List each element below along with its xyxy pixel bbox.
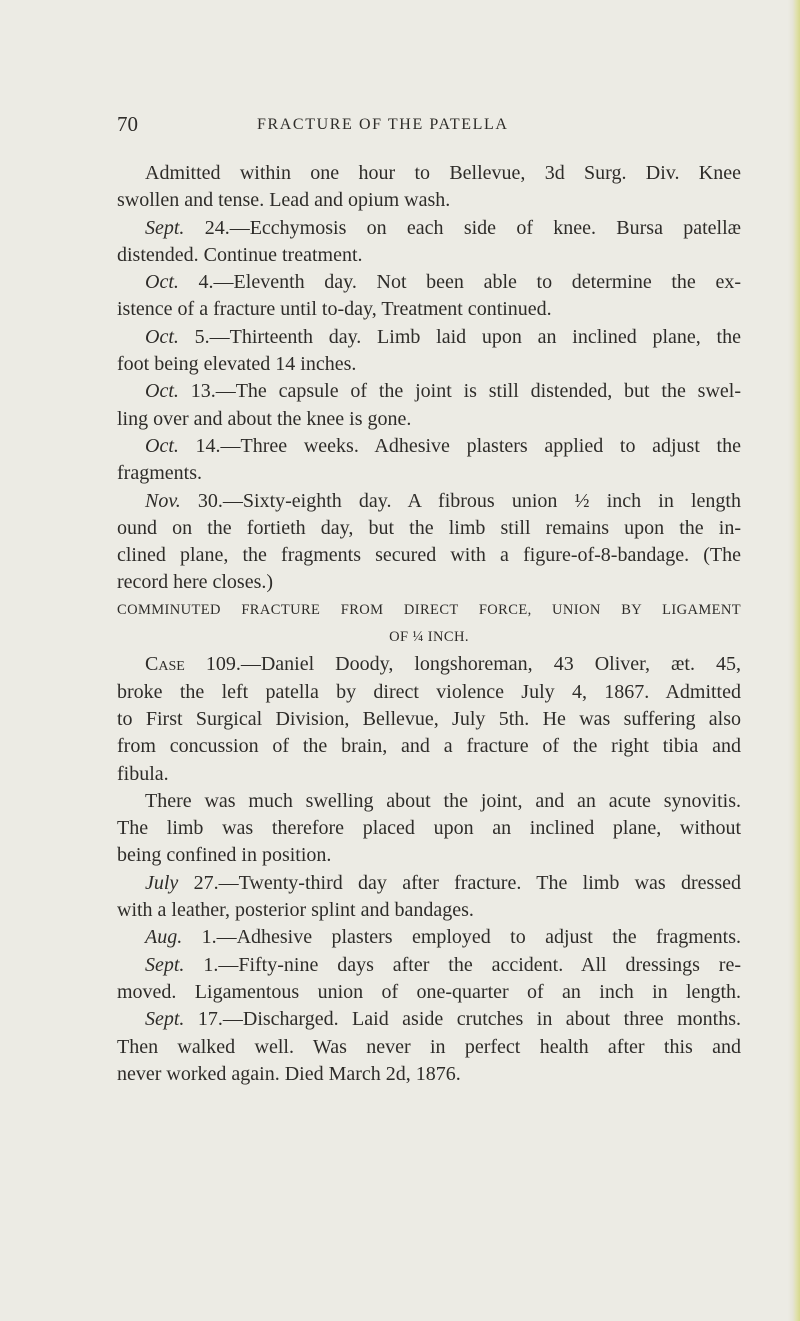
text-line: fibula.: [117, 762, 169, 785]
text-line: ling over and about the knee is gone.: [117, 407, 412, 430]
text-line: [117, 378, 741, 405]
section-heading: COMMINUTED FRACTURE FROM DIRECT FORCE, UNION BY LIGAMENT: [117, 601, 741, 618]
entry-text: 17.—Discharged. Laid aside crutches in about three months.: [184, 1008, 741, 1031]
text-line: [117, 870, 741, 897]
entry-date: Oct.: [145, 271, 179, 294]
text-line: clined plane, the fragments secured with a figure-of-8-bandage. (The: [117, 544, 741, 567]
running-head: FRACTURE OF THE PATELLA: [257, 116, 509, 133]
text-line: Then walked well. Was never in perfect health after this and: [117, 1035, 741, 1058]
text-line: being confined in position.: [117, 844, 332, 867]
page-header: [117, 112, 737, 142]
entry-text: 14.—Three weeks. Adhesive plasters applied to adjust the: [178, 434, 741, 457]
entry-text: 1.—Adhesive plasters employed to adjust the fragments.: [182, 926, 741, 949]
text-line: [117, 952, 741, 979]
case-label: Case: [145, 653, 185, 676]
entry-date: Sept.: [145, 1008, 185, 1031]
page-number: 70: [117, 112, 138, 136]
section-heading-continued: OF ¼ INCH.: [389, 629, 469, 646]
text-line: [117, 324, 741, 351]
entry-text: 13.—The capsule of the joint is still distended, but the swel-: [178, 380, 741, 403]
text-line: swollen and tense. Lead and opium wash.: [117, 189, 451, 212]
text-line: with a leather, posterior splint and bandages.: [117, 899, 474, 922]
page-edge: [788, 0, 800, 1321]
entry-date: Oct.: [145, 434, 179, 457]
text-line: [117, 488, 741, 515]
entry-date: Nov.: [145, 489, 181, 512]
entry-text: 30.—Sixty-eighth day. A fibrous union ½ inch in length: [180, 489, 741, 512]
text-line: [117, 1006, 741, 1033]
entry-text: 4.—Eleventh day. Not been able to determine the ex-: [178, 271, 741, 294]
entry-date: July: [145, 871, 179, 894]
entry-text: 24.—Ecchymosis on each side of knee. Bursa patellæ: [184, 216, 741, 239]
text-line: to First Surgical Division, Bellevue, July 5th. He was suffering also: [117, 707, 741, 730]
entry-text: 109.—Daniel Doody, longshoreman, 43 Oliver, æt. 45,: [184, 653, 741, 676]
text-line: broke the left patella by direct violence July 4, 1867. Admitted: [117, 680, 741, 703]
text-line: fragments.: [117, 462, 202, 485]
entry-text: 1.—Fifty-nine days after the accident. All dressings re-: [184, 953, 741, 976]
text-line: distended. Continue treatment.: [117, 243, 363, 266]
entry-date: Sept.: [145, 953, 185, 976]
entry-text: 27.—Twenty-third day after fracture. The limb was dressed: [178, 871, 741, 894]
text-line: foot being elevated 14 inches.: [117, 353, 357, 376]
text-line: record here closes.): [117, 571, 274, 594]
entry-date: Oct.: [145, 380, 179, 403]
text-line: [117, 215, 741, 242]
text-line: Admitted within one hour to Bellevue, 3d Surg. Div. Knee: [145, 162, 741, 184]
text-line: There was much swelling about the joint, and an acute synovitis.: [145, 789, 741, 812]
entry-date: Oct.: [145, 325, 179, 348]
text-line: The limb was therefore placed upon an inclined plane, without: [117, 817, 741, 840]
body-text: [117, 160, 741, 1088]
text-line: istence of a fracture until to-day, Treatment continued.: [117, 298, 552, 321]
text-line: [117, 433, 741, 460]
text-line: [117, 651, 741, 678]
text-line: [117, 269, 741, 296]
entry-date: Sept.: [145, 216, 185, 239]
text-line: from concussion of the brain, and a fracture of the right tibia and: [117, 735, 741, 758]
entry-text: 5.—Thirteenth day. Limb laid upon an inclined plane, the: [178, 325, 741, 348]
text-line: moved. Ligamentous union of one-quarter of an inch in length.: [117, 980, 741, 1003]
text-line: ound on the fortieth day, but the limb still remains upon the in-: [117, 516, 741, 539]
text-line: [117, 924, 741, 951]
entry-date: Aug.: [145, 926, 183, 949]
text-line: never worked again. Died March 2d, 1876.: [117, 1062, 461, 1085]
